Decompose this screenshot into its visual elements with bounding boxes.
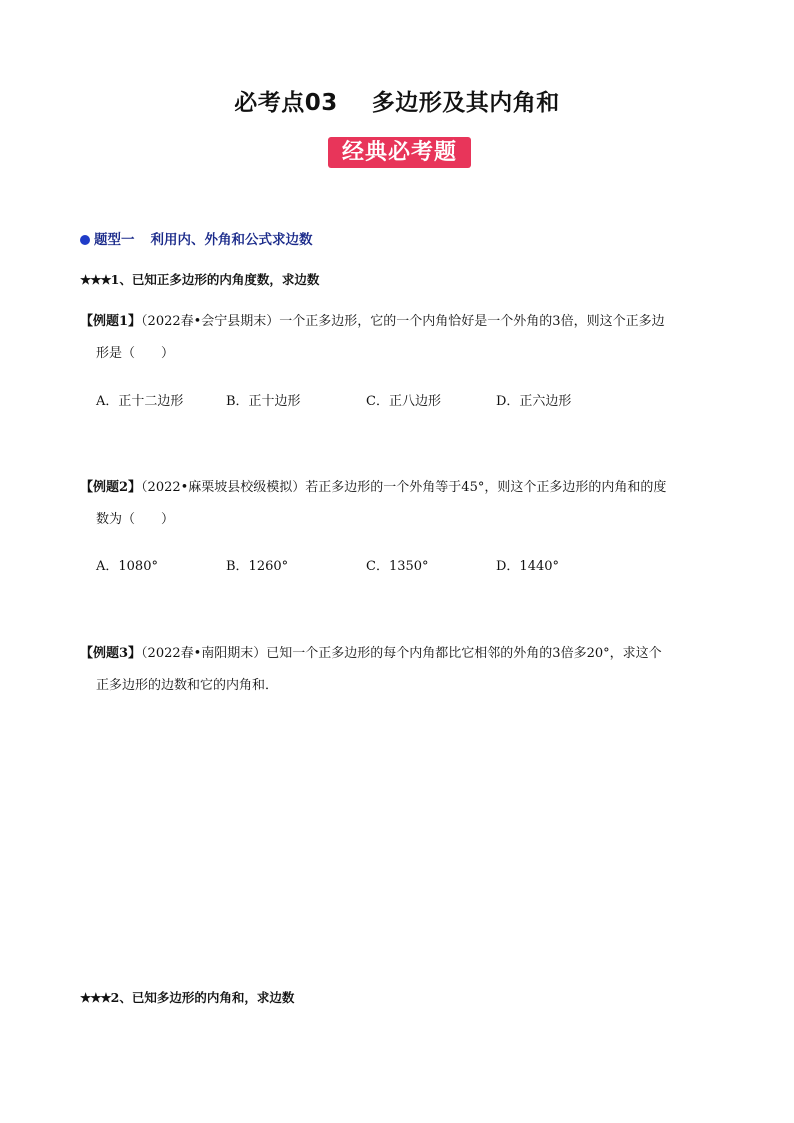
- subtopic-1-text: 1、已知正多边形的内角度数，求边数: [110, 272, 320, 287]
- example-2-option-d: D．1440°: [496, 559, 560, 574]
- subtopic-1: [80, 270, 319, 288]
- example-2-option-a: A．1080°: [96, 559, 158, 574]
- example-2: [80, 478, 666, 498]
- example-1-option-b: B．正十边形: [226, 394, 301, 409]
- example-3: [80, 644, 662, 664]
- title-topic: 多边形及其内角和: [371, 90, 560, 116]
- subtopic-2-text: 2、已知多边形的内角和，求边数: [110, 990, 295, 1005]
- example-2-option-c: C．1350°: [366, 559, 429, 574]
- example-1-tag: 【例题1】: [80, 314, 142, 329]
- example-2-option-b: B．1260°: [226, 559, 289, 574]
- classic-badge: [328, 137, 471, 168]
- title-code: 必考点03: [234, 90, 338, 116]
- section-heading: [80, 228, 313, 248]
- section-label: 题型一: [94, 232, 135, 248]
- example-1-line2: 形是（ ）: [96, 346, 175, 361]
- example-3-tag: 【例题3】: [80, 646, 142, 661]
- page-title: [0, 84, 794, 117]
- difficulty-stars-icon: ★★★: [80, 990, 111, 1005]
- example-1-option-d: D．正六边形: [496, 394, 572, 409]
- section-text: 利用内、外角和公式求边数: [150, 232, 313, 248]
- example-3-line2: 正多边形的边数和它的内角和．: [96, 678, 279, 693]
- example-1-option-a: A．正十二边形: [96, 394, 184, 409]
- example-1: [80, 312, 665, 332]
- example-2-tag: 【例题2】: [80, 480, 142, 495]
- difficulty-stars-icon: ★★★: [80, 272, 111, 287]
- badge-label: 经典必考题: [341, 140, 457, 165]
- subtopic-2: [80, 988, 294, 1006]
- example-2-line2: 数为（ ）: [96, 512, 175, 527]
- example-3-line1: （2022春•南阳期末）已知一个正多边形的每个内角都比它相邻的外角的3倍多20°，求这个: [141, 646, 662, 661]
- bullet-dot-icon: [80, 235, 90, 245]
- example-1-line1: （2022春•会宁县期末）一个正多边形，它的一个内角恰好是一个外角的3倍，则这个正多边: [141, 314, 665, 329]
- example-2-line1: （2022•麻栗坡县校级模拟）若正多边形的一个外角等于45°，则这个正多边形的内角和的度: [141, 480, 667, 495]
- example-1-option-c: C．正八边形: [366, 394, 441, 409]
